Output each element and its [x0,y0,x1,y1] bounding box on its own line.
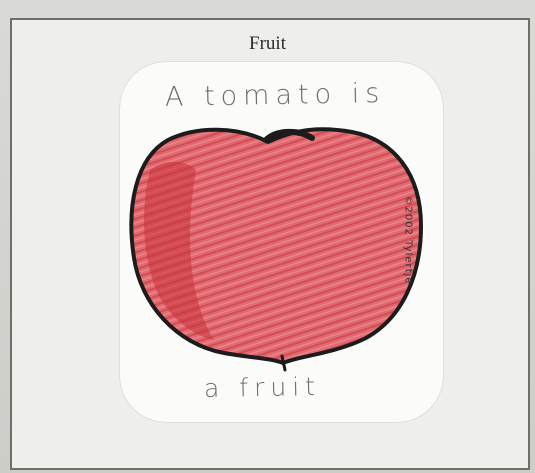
drawing-bottom-caption: a fruit [203,371,322,404]
drawing-credit: ©2002 Tylertje [402,195,414,285]
drawing-top-caption: A tomato is [164,78,386,113]
page-title: Fruit [249,33,286,54]
